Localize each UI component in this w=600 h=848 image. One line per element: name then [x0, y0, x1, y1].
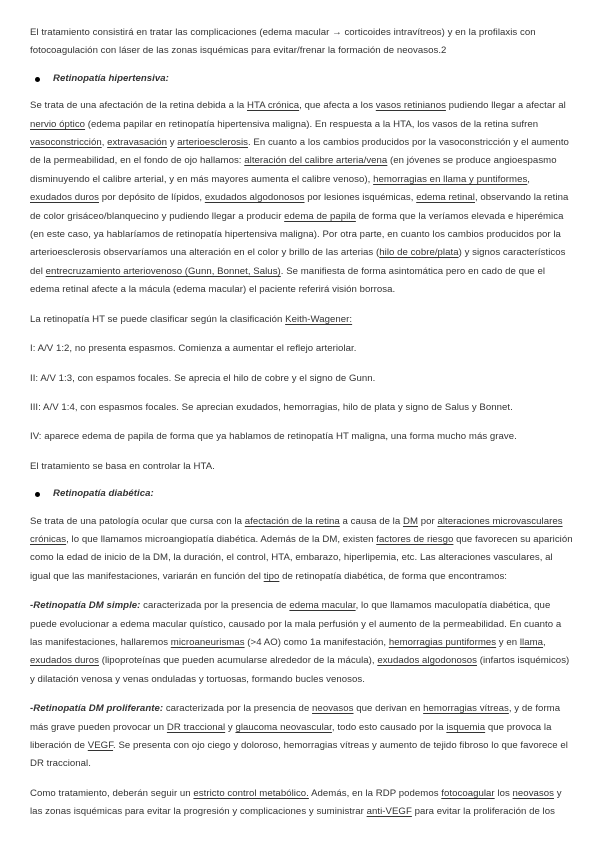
text-run: , y de forma más grave pueden provocar un: [30, 703, 561, 733]
underlined-term: exudados algodonosos: [204, 192, 305, 204]
underlined-term: DM: [402, 515, 418, 527]
bullet-dot-icon: [35, 77, 40, 82]
text-run: por depósito de lípidos,: [98, 192, 205, 204]
underlined-term: edema macular: [289, 600, 356, 612]
text-run: Se trata de una afectación de la retina debida a la: [30, 100, 248, 112]
text-run: (infartos isquémicos) y dilatación venosa y venas onduladas y tortuosas, formando bucles venosos.: [30, 655, 570, 685]
underlined-term: estricto control metabólico.: [193, 787, 309, 799]
text-run: (edema papilar en retinopatía hipertensiva maligna). En respuesta a la HTA, los vasos de la retina sufren: [85, 118, 539, 130]
underlined-term: neovasos: [312, 703, 354, 715]
text-run: que favorecen su aparición como la edad de inicio de la DM, la duración, el control, HTA, embarazo, hiperlipemia, etc. Las alteraciones vasculares, al igual que las manifestaciones, variarán en función del: [30, 533, 573, 582]
underlined-term: hilo de cobre/plata: [379, 247, 459, 259]
dm-treatment-paragraph: [30, 785, 573, 822]
underlined-term: edema de papila: [284, 210, 356, 222]
text-run: de forma que la veríamos elevada e hiperémica (en este caso, ya hablaríamos de retinopatía hipertensiva maligna). Por otra parte, en cuanto los cambios producidos por la arterioesclerosis observaríamos una alteración en el color y brillo de las arterias (: [30, 210, 564, 259]
underlined-term: entrecruzamiento arteriovenoso (Gunn, Bonnet, Salus): [45, 265, 281, 277]
underlined-term: hemorragias puntiformes: [388, 636, 497, 648]
underlined-term: DR traccional: [166, 721, 226, 733]
underlined-term: extravasación: [107, 137, 167, 149]
underlined-term: exudados duros: [30, 192, 99, 204]
underlined-term: afectación de la retina: [244, 515, 340, 527]
text-run: ) y signos característicos del: [30, 247, 566, 277]
text-run: caracterizada por la presencia de: [140, 600, 290, 612]
text-run: de retinopatía diabética, de forma que encontramos:: [279, 570, 508, 582]
text-run: a causa de la: [339, 515, 403, 527]
underlined-term: microaneurismas: [170, 636, 245, 648]
underlined-term: glaucoma neovascular: [235, 721, 332, 733]
text-run: La retinopatía HT se puede clasificar según la clasificación: [30, 313, 286, 325]
hta-paragraph: [30, 97, 573, 299]
underlined-term: anti-VEGF: [366, 806, 412, 818]
underlined-term: edema retinal: [416, 192, 475, 204]
text-run: ,: [543, 636, 546, 648]
text-run: pudiendo llegar a afectar al: [445, 100, 566, 112]
dm-simple-paragraph: [30, 597, 573, 689]
underlined-term: alteraciones microvasculares crónicas: [30, 515, 563, 545]
underlined-term: llama: [519, 636, 544, 648]
text-run: Se trata de una patología ocular que cursa con la: [30, 515, 245, 527]
text-run: caracterizada por la presencia de: [163, 703, 313, 715]
text-run: (en jóvenes se produce angioespasmo disminuyendo el calibre arterial, y en más mayores aumenta el calibre venoso),: [30, 155, 557, 185]
text-run: Retinopatía diabética:: [53, 488, 154, 500]
text-run: , lo que llamamos microangiopatía diabética. Además de la DM, existen: [66, 533, 377, 545]
text-run: y en: [496, 636, 520, 648]
hta-treatment-paragraph: El tratamiento se basa en controlar la HTA.: [30, 460, 215, 472]
underlined-term: hemorragias en llama y puntiformes: [373, 173, 528, 185]
underlined-term: arterioesclerosis: [177, 137, 248, 149]
text-run: y las zonas isquémicas para evitar la progresión y complicaciones y suministrar: [30, 787, 562, 818]
dm-paragraph: [30, 513, 573, 587]
dm-proliferante-paragraph: [30, 700, 573, 774]
text-run: que provoca la liberación de: [30, 721, 552, 751]
grade-ii: II: A/V 1:3, con espamos focales. Se aprecia el hilo de cobre y el signo de Gunn.: [30, 372, 376, 384]
text-run: , que afecta a los: [299, 100, 376, 112]
text-run: Retinopatía hipertensiva:: [53, 72, 169, 84]
underlined-term: alteración del calibre arteria/vena: [244, 155, 388, 167]
section-bullet-diabetica: [30, 485, 573, 503]
underlined-term: factores de riesgo: [376, 533, 454, 545]
section-bullet-hipertensiva: [30, 70, 573, 88]
text-run: y: [167, 137, 178, 149]
text-run: El tratamiento consistirá en tratar las complicaciones (edema macular → corticoides intravítreos) y en la profilaxis con fotocoagulación con láser de las zonas isquémicas para evitar/frenar la formación de neovasos.2: [30, 27, 536, 57]
underlined-term: vasos retinianos: [375, 100, 446, 112]
text-run: ,: [101, 137, 108, 149]
text-run: que derivan en: [353, 703, 424, 715]
underlined-term: HTA crónica: [247, 100, 300, 112]
text-run: (lipoproteínas que pueden acumularse alrededor de la mácula),: [98, 655, 378, 667]
text-run: los: [494, 787, 513, 799]
text-run: y: [225, 721, 236, 733]
text-run: ,: [527, 173, 531, 185]
bullet-dot-icon: [35, 492, 40, 497]
underlined-term: tipo: [263, 570, 280, 582]
underlined-term: isquemia: [446, 721, 486, 733]
document-page: [30, 24, 573, 822]
underlined-term: exudados duros: [30, 655, 99, 667]
underlined-term: fotocoagular: [441, 787, 495, 799]
classification-paragraph: [30, 311, 573, 329]
underlined-term: hemorragias vítreas: [423, 703, 509, 715]
underlined-term: VEGF: [87, 740, 114, 751]
text-run: para evitar la proliferación de los: [411, 806, 555, 818]
text-run: Como tratamiento, deberán seguir un: [30, 787, 194, 799]
text-run: , observando la retina de color grisáceo/blanquecino y pudiendo llegar a producir: [30, 192, 569, 222]
grade-iii: III: A/V 1:4, con espasmos focales. Se aprecian exudados, hemorragias, hilo de plata y signo de Salus y Bonnet.: [30, 401, 513, 413]
text-run: . Se manifiesta de forma asintomática pero en cado de que el edema retinal afecte a la mácula (edema macular) el paciente referirá visión borrosa.: [30, 265, 546, 296]
text-run: , todo esto causado por la: [331, 721, 447, 733]
intro-paragraph: [30, 24, 573, 61]
text-run: . Se presenta con ojo ciego y doloroso, hemorragias vítreas y aumento de tejido fibroso lo que favorece el DR traccional.: [30, 740, 568, 770]
grade-iv: IV: aparece edema de papila de forma que ya hablamos de retinopatía HT maligna, una forma mucho más grave.: [30, 431, 517, 443]
underlined-term: Keith-Wagener:: [285, 313, 353, 325]
grade-i: I: A/V 1:2, no presenta espasmos. Comienza a aumentar el reflejo arteriolar.: [30, 343, 357, 355]
underlined-term: vasoconstricción: [30, 137, 102, 149]
text-run: (>4 AO) como 1a manifestación,: [244, 636, 389, 648]
text-run: -Retinopatía DM proliferante:: [30, 703, 164, 715]
text-run: por lesiones isquémicas,: [304, 192, 417, 204]
underlined-term: exudados algodonosos: [377, 655, 478, 667]
text-run: , lo que llamamos maculopatía diabética, que puede evolucionar a edema macular quístico, causado por la mala perfusión y el aumento de la permeabilidad. En cuanto a las manifestaciones, hallaremos: [30, 600, 562, 648]
text-run: por: [418, 515, 438, 527]
text-run: -Retinopatía DM simple:: [30, 600, 141, 612]
text-run: . En cuanto a los cambios producidos por la vasoconstricción y el aumento de la permeabilidad, en el fondo de ojo hallamos:: [30, 137, 569, 167]
underlined-term: neovasos: [512, 787, 554, 799]
text-run: Además, en la RDP podemos: [308, 787, 442, 799]
underlined-term: nervio óptico: [30, 118, 86, 130]
